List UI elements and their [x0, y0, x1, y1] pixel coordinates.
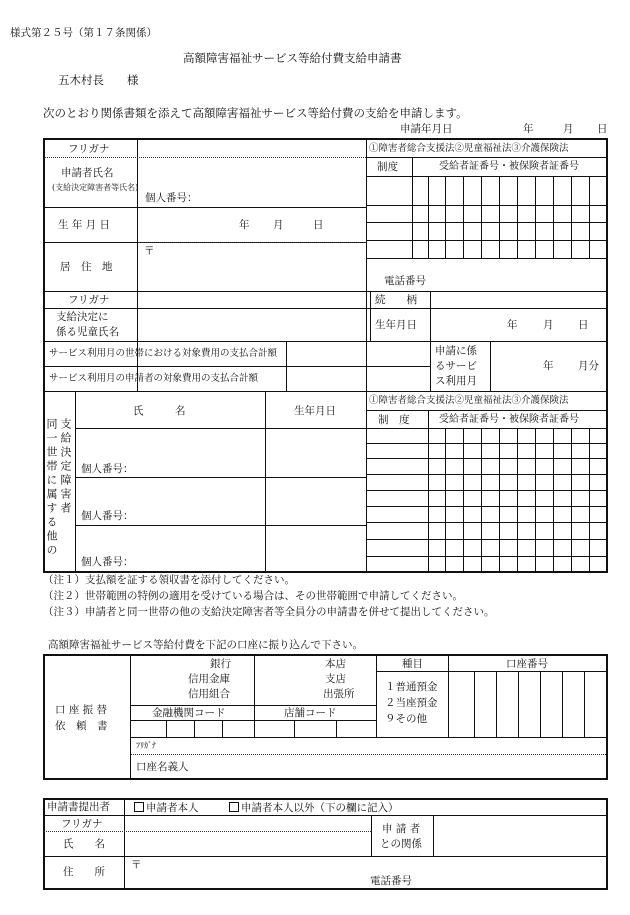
- submitter-label: 申請書提出者: [47, 801, 110, 813]
- applicant-birth-label: 生 年 月 日: [58, 219, 111, 231]
- service-month-label-2: るサービ: [435, 360, 477, 372]
- account-type-head: 種目: [402, 658, 423, 670]
- form-title: 高額障害福祉サービス等給付費支給申請書: [183, 51, 402, 65]
- household-total-label: サービス利用月の世帯における対象費用の支払合計額: [49, 348, 278, 359]
- bank-intro: 高額障害福祉サービス等給付費を下記の口座に振り込んで下さい。: [48, 639, 363, 651]
- others-personal-no-3: 個人番号：: [81, 556, 134, 568]
- addressee: 五木村長 様: [58, 73, 139, 87]
- inst-code-label: 金融機関コード: [152, 707, 226, 719]
- others-law-options: ①障害者総合支援法②児童福祉法③介護保険法: [369, 395, 569, 406]
- service-month-label-3: ス利用月: [435, 375, 477, 387]
- others-side-label-b: 支給決定障害者: [59, 418, 72, 516]
- checkbox-other[interactable]: [229, 802, 239, 812]
- holder-kana-label: ﾌﾘｶﾞﾅ: [136, 741, 156, 750]
- submitter-furigana-label: フリガナ: [61, 818, 103, 830]
- date-month: 月: [563, 123, 574, 135]
- applicant-personal-no: 個人番号：: [145, 192, 198, 204]
- child-furigana-label: フリガナ: [68, 294, 110, 306]
- applicant-phone-label: 電話番号: [384, 275, 426, 287]
- submitter-option-self-label: 申請者本人: [146, 802, 199, 814]
- checkbox-self[interactable]: [134, 802, 144, 812]
- date-day: 日: [597, 123, 608, 135]
- branch-type-main: 本店: [325, 658, 346, 670]
- applicant-furigana-label: フリガナ: [68, 143, 110, 155]
- branch-code-label: 店舗コード: [284, 707, 337, 719]
- inst-type-shinkin: 信用金庫: [188, 673, 230, 685]
- child-birth-label: 生年月日: [375, 319, 417, 331]
- submitter-phone-label: 電話番号: [370, 875, 412, 887]
- date-year: 年: [523, 123, 534, 135]
- applicant-name-label: 申請者氏名: [61, 167, 114, 179]
- others-cert-label: 受給者証番号・被保険者証番号: [439, 414, 579, 425]
- applicant-total-label: サービス利用月の申請者の対象費用の支払合計額: [49, 373, 259, 384]
- service-month-label-1: 申請に係: [435, 345, 477, 357]
- date-label: 申請年月日: [400, 123, 453, 135]
- applicant-birth-month: 月: [273, 219, 284, 231]
- service-month-year: 年: [543, 360, 554, 372]
- applicant-birth-year: 年: [239, 219, 250, 231]
- holder-label: 口座名義人: [136, 761, 189, 773]
- applicant-postal-mark: 〒: [144, 245, 155, 257]
- inst-type-kumiai: 信用組合: [188, 688, 230, 700]
- note-1: （注１）支払額を証する領収書を添付してください。: [43, 574, 295, 586]
- applicant-birth-day: 日: [313, 219, 324, 231]
- inst-type-bank: 銀行: [210, 658, 231, 670]
- child-birth-month: 月: [543, 319, 554, 331]
- branch-type-office: 出張所: [323, 688, 355, 700]
- service-month-month: 月分: [578, 360, 599, 372]
- applicant-system-label: 制度: [377, 161, 398, 173]
- others-birth-head: 生年月日: [294, 405, 336, 417]
- account-no-head: 口座番号: [506, 658, 548, 670]
- others-system-label: 制 度: [378, 414, 410, 426]
- account-type-other: ９その他: [385, 713, 427, 725]
- submitter-option-other-label: 申請者本人以外（下の欄に記入）: [241, 802, 399, 814]
- submitter-address-label: 住 所: [63, 866, 105, 878]
- others-side-label-a: 同一世帯に属する他の: [45, 418, 58, 558]
- account-type-current: ２当座預金: [385, 697, 438, 709]
- bank-label: 口 座 振 替: [55, 704, 108, 716]
- applicant-cert-label: 受給者証番号・被保険者証番号: [439, 161, 579, 172]
- submitter-name-label: 氏 名: [63, 838, 105, 850]
- submitter-postal-mark: 〒: [131, 859, 142, 871]
- applicant-name-note: (支給決定障害者等氏名): [52, 183, 139, 192]
- submitter-option-self[interactable]: [134, 802, 199, 814]
- others-personal-no-2: 個人番号：: [81, 510, 134, 522]
- child-relation-label: 続 柄: [375, 294, 417, 306]
- note-3: （注３）申請者と同一世帯の他の支給決定障害者等全員分の申請書を併せて提出してください。: [43, 606, 495, 618]
- child-name-label-2: 係る児童氏名: [56, 326, 119, 338]
- account-type-ordinary: １普通預金: [385, 681, 438, 693]
- child-birth-day: 日: [578, 319, 589, 331]
- bank-label-2: 依 頼 書: [55, 720, 108, 732]
- submitter-relation-label-1: 申 請 者: [382, 823, 421, 835]
- form-number: 様式第２５号（第１７条関係）: [10, 27, 157, 39]
- note-2: （注２）世帯範囲の特例の適用を受けている場合は、その世帯範囲で申請してください。: [43, 590, 463, 602]
- child-birth-year: 年: [507, 319, 518, 331]
- others-personal-no-1: 個人番号：: [81, 463, 134, 475]
- branch-type-branch: 支店: [325, 673, 346, 685]
- applicant-address-label: 居 住 地: [60, 261, 113, 273]
- intro-text: 次のとおり関係書類を添えて高額障害福祉サービス等給付費の支給を申請します。: [43, 106, 468, 120]
- child-name-label-1: 支給決定に: [56, 311, 109, 323]
- submitter-relation-label-2: との関係: [380, 838, 422, 850]
- others-name-head: 氏 名: [133, 405, 186, 417]
- submitter-option-other[interactable]: [229, 802, 399, 814]
- applicant-law-options: ①障害者総合支援法②児童福祉法③介護保険法: [369, 143, 569, 154]
